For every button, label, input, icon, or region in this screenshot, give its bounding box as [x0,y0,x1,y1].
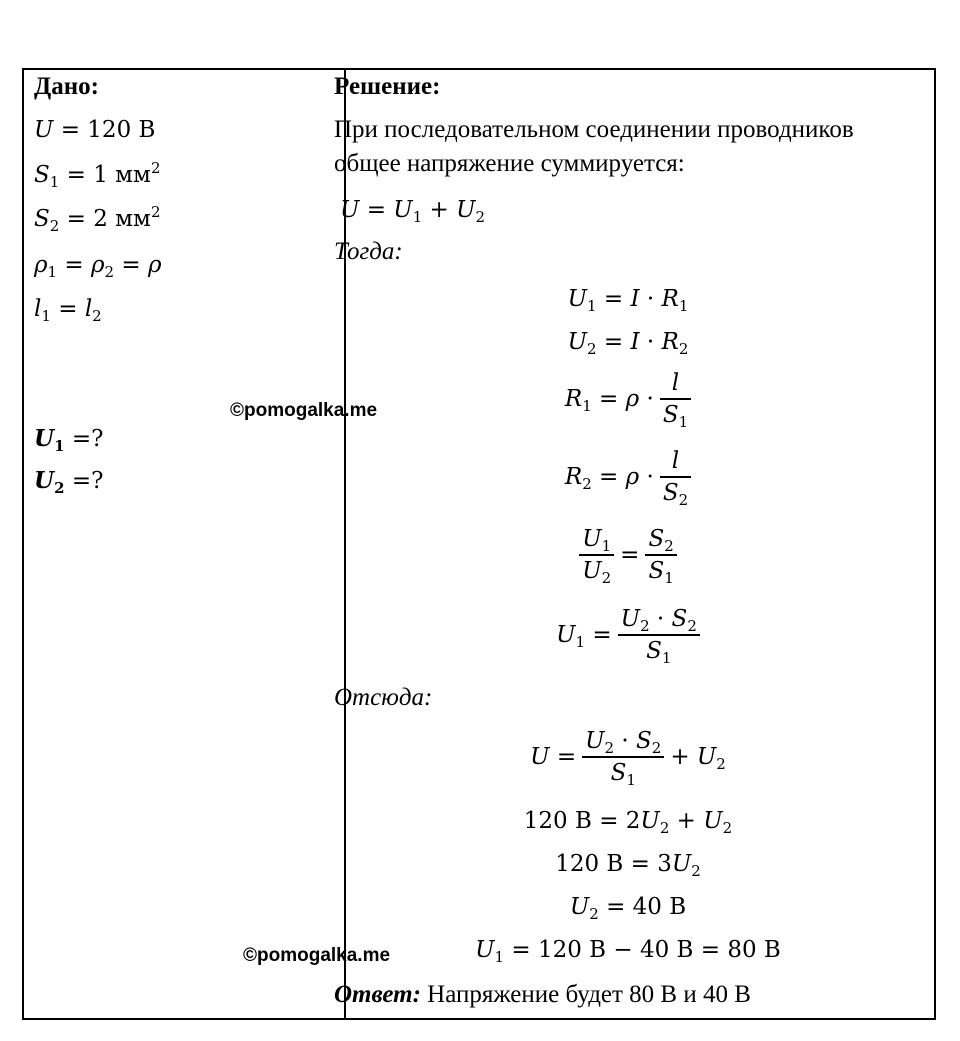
unknown-u2: $U_2$ =? [34,467,104,497]
given-heading: Дано: [34,73,99,100]
equation-120-2u2: 120 $В = 2U_2 + U_2$ [523,808,733,837]
equation-u1-ir1: $U_1 = I \cdot R_1$ [567,286,689,315]
equation-120-3u2: 120 $В = 3U_2$ [555,851,701,880]
equation-u1-expressed: $U_1$ = $\frac{U_2 \cdot S_2}{S_1}$ [322,604,934,666]
watermark-bottom: ©pomogalka.me [243,945,391,966]
solution-text-line-1: При последовательном соединении проводников [334,116,854,143]
equation-u1-result: $U_1 = 120$ В − 40 В = 80 В [475,937,781,966]
equation-ratio: $\frac{U_1}{U_2}$ = $\frac{S_2}{S_1}$ [322,524,934,586]
given-area-2: $S_2 = 2$ $мм^2$ [34,203,161,235]
given-area-1: $S_1 = 1$ $мм^2$ [34,159,161,191]
answer-line [334,980,751,1010]
equation-r1: $R_1 = \rho$ · $\frac{l}{S_1}$ [322,368,934,430]
then-label: Тогда: [334,238,403,265]
given-length: $l_1 = l_2$ [34,296,102,325]
solution-heading: Решение: [334,73,441,100]
equation-u2-result: $U_2 = 40$ В [569,894,687,923]
watermark-top: ©pomogalka.me [230,400,378,421]
hence-label: Отсюда: [334,684,433,711]
given-resistivity: $\rho_1 = \rho_2 = \rho$ [34,252,162,281]
answer-label: Ответ: [334,981,421,1008]
answer-text: Напряжение будет 80 В и 40 В [420,981,751,1008]
equation-sum: $U = U_1 + U_2$ [340,197,486,226]
unknown-u1: $U_1$ =? [34,425,104,455]
equation-u2-ir2: $U_2 = I \cdot R_2$ [567,329,689,358]
equation-u-substituted: U = $\frac{U_2 \cdot S_2}{S_1}$ + $U_2$ [530,728,726,789]
given-voltage: U = 120 В [34,117,156,143]
equation-r2: $R_2 = \rho$ · $\frac{l}{S_2}$ [322,446,934,508]
solution-text-line-2: общее напряжение суммируется: [334,150,685,177]
